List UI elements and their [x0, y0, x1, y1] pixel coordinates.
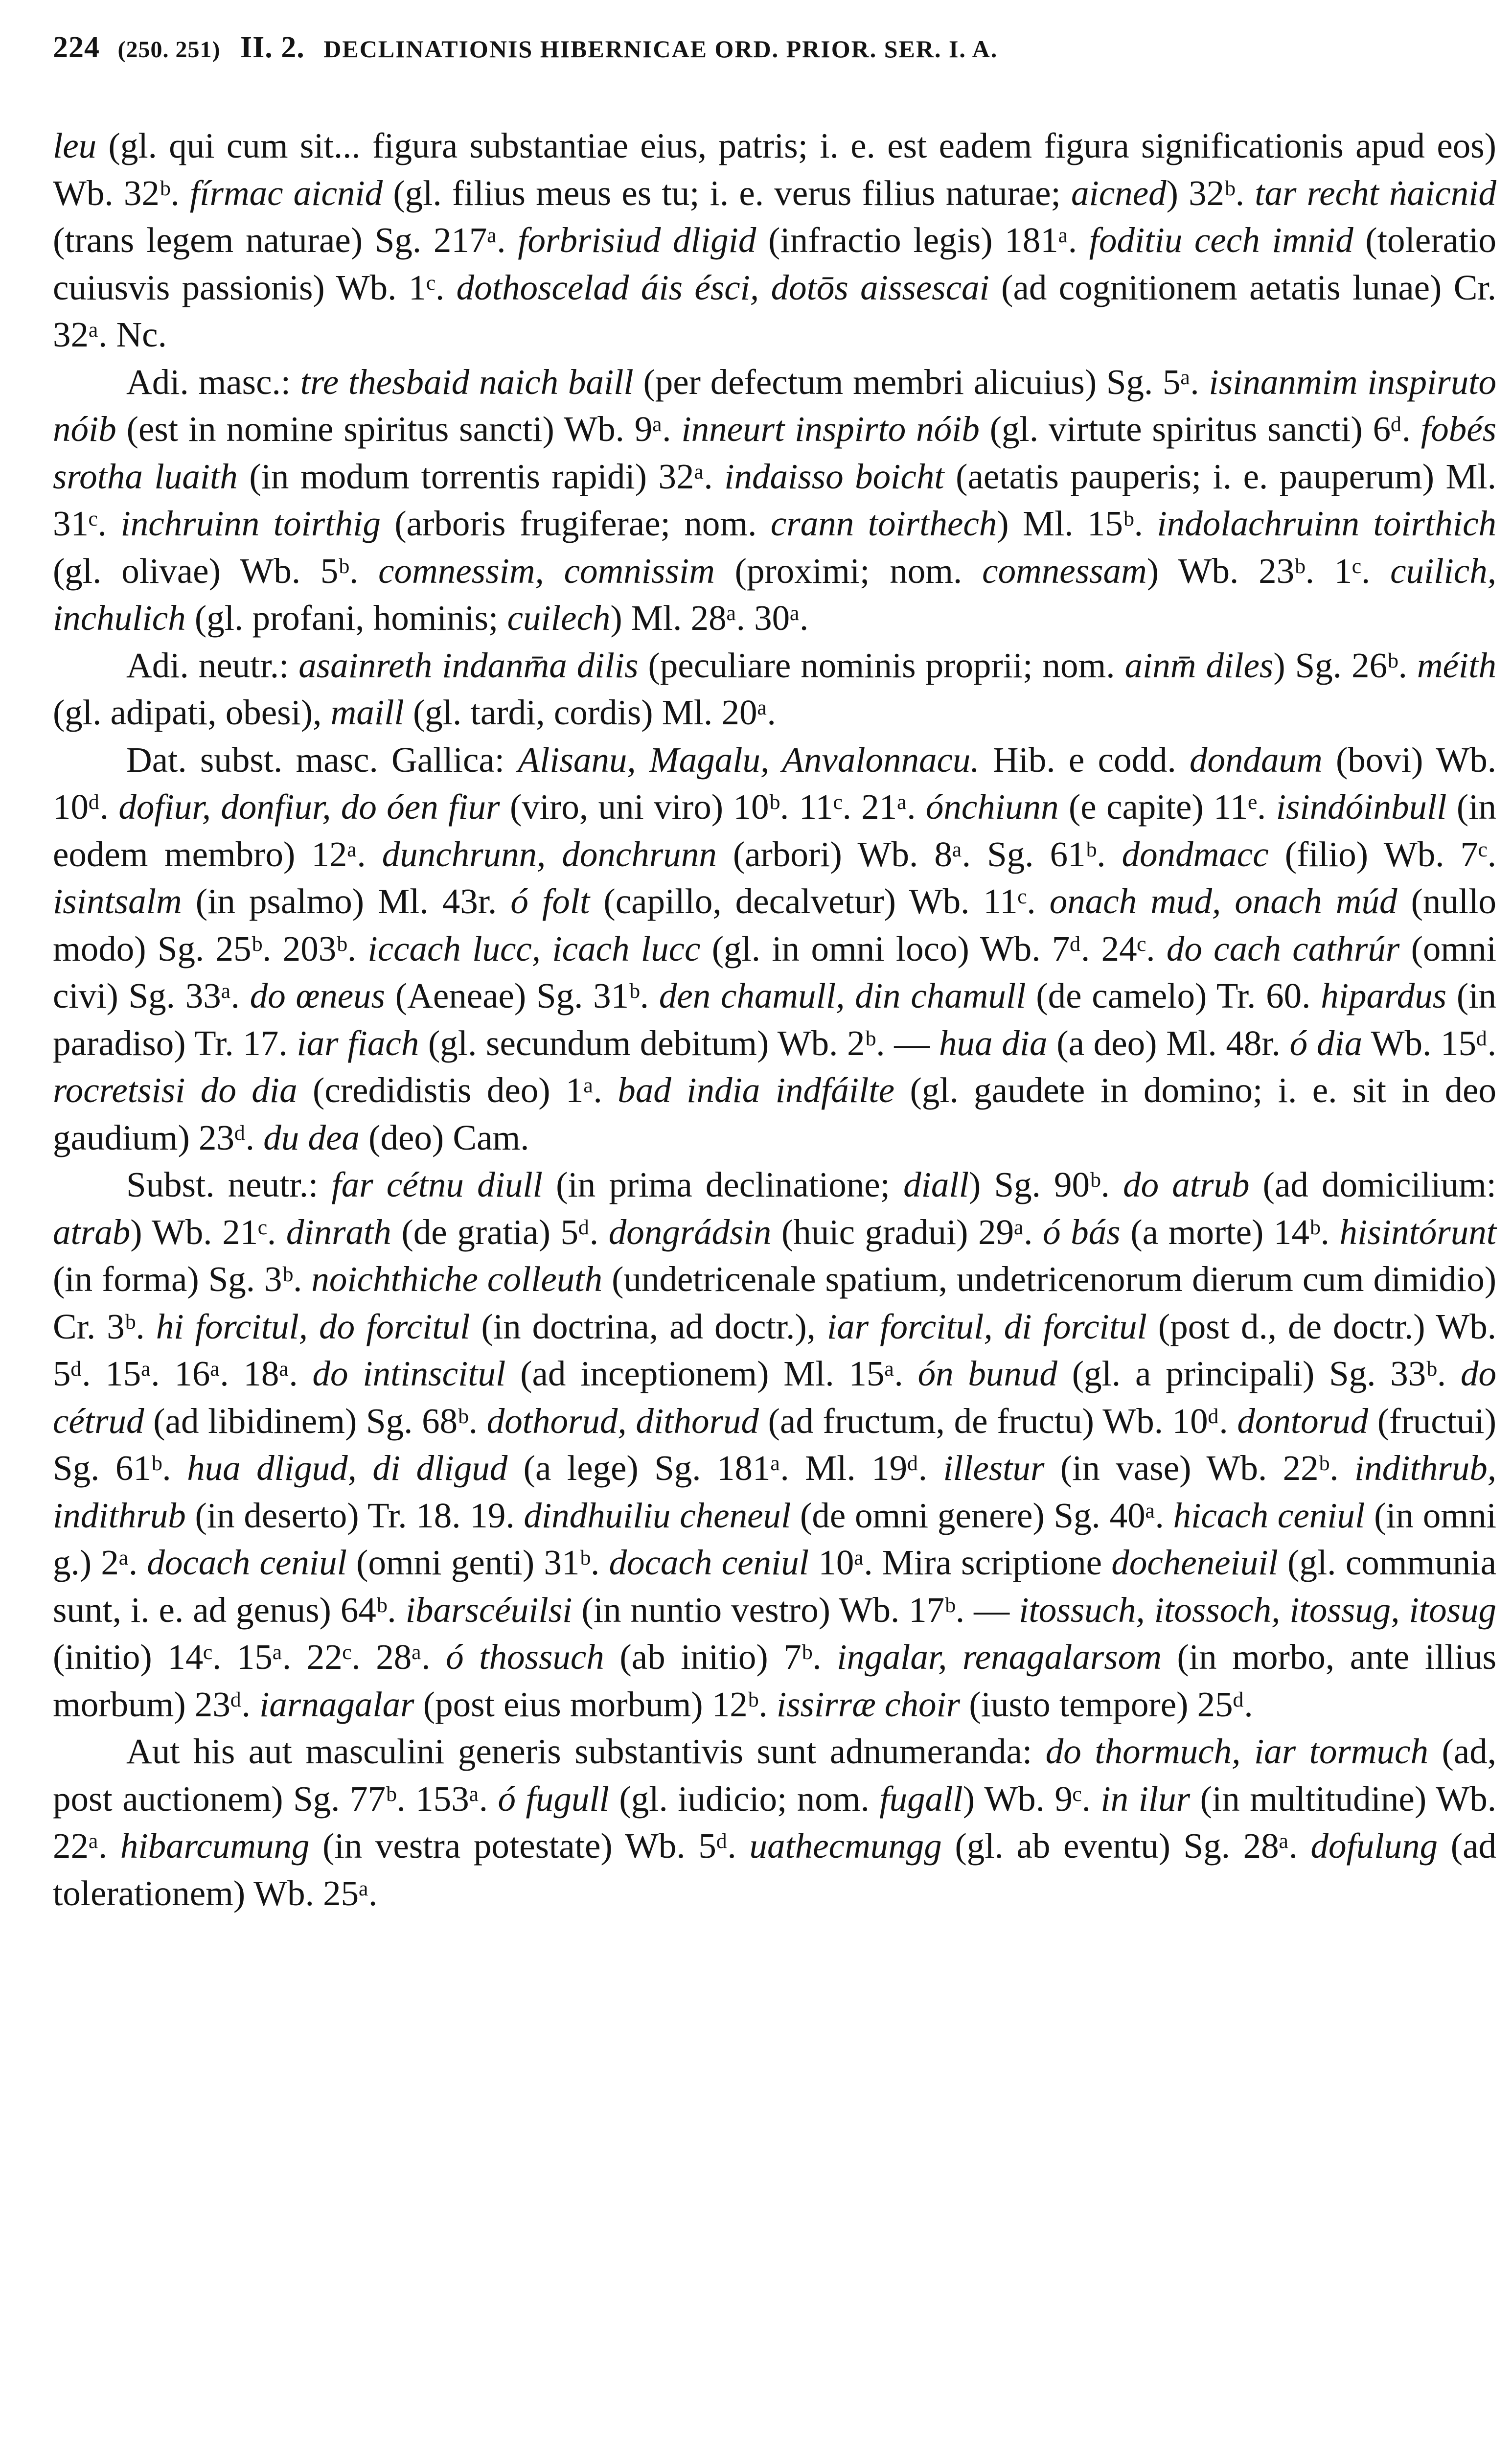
latin-text: (gl. communia sunt, i. e. ad genus) 64ᵇ.: [53, 1543, 1496, 1630]
irish-term: do cach cathrúr: [1166, 928, 1400, 969]
latin-text: (ad fructum, de fructu) Wb. 10ᵈ.: [758, 1401, 1237, 1441]
latin-text: (proximi; nom.: [714, 551, 983, 591]
latin-text: (in vestra potestate) Wb. 5ᵈ.: [309, 1826, 750, 1866]
irish-term: hipardus: [1321, 976, 1447, 1016]
latin-text: (initio) 14ᶜ. 15ᵃ. 22ᶜ. 28ᵃ.: [53, 1637, 446, 1677]
latin-text: (ad cognitionem aetatis lunae) Cr. 32ᵃ. Nc.: [53, 267, 1496, 354]
irish-term: isintsalm: [53, 881, 182, 921]
latin-text: (de omni genere) Sg. 40ᵃ.: [791, 1495, 1173, 1535]
latin-text: (aetatis pauperis; i. e. pauperum) Ml. 31ᶜ.: [53, 456, 1496, 543]
irish-term: dofiur, donfiur, do óen fiur: [118, 787, 500, 827]
latin-text: (deo) Cam.: [359, 1117, 529, 1157]
latin-text: (in forma) Sg. 3ᵇ.: [53, 1259, 312, 1299]
latin-text: (in omni g.) 2ᵃ.: [53, 1495, 1497, 1582]
latin-text: (bovi) Wb. 10ᵈ.: [53, 739, 1496, 827]
latin-text: (iusto tempore) 25ᵈ.: [960, 1684, 1253, 1724]
latin-text: (e capite) 11ᵉ.: [1058, 787, 1276, 827]
irish-term: hicach ceniul: [1173, 1495, 1365, 1535]
irish-term: dondaum: [1190, 739, 1323, 780]
section-reference: (250. 251): [117, 37, 221, 63]
irish-term: inchruinn toirthig: [120, 504, 381, 543]
irish-term: comnessim, comnissim: [378, 551, 715, 591]
latin-text: (in nuntio vestro) Wb. 17ᵇ. —: [572, 1590, 1019, 1630]
latin-text: Hib. e codd.: [979, 739, 1190, 780]
irish-term: indaisso boicht: [724, 456, 944, 496]
paragraph: [53, 359, 1496, 642]
latin-text: (trans legem naturae) Sg. 217ᵃ.: [53, 220, 518, 260]
latin-text: (in modum torrentis rapidi) 32ᵃ.: [237, 456, 725, 496]
latin-text: (ab initio) 7ᵇ.: [604, 1637, 837, 1677]
irish-term: maill: [330, 693, 404, 732]
latin-text: (credidistis deo) 1ᵃ.: [297, 1070, 618, 1110]
paragraph: [53, 737, 1496, 1162]
irish-term: leu: [53, 126, 97, 165]
latin-text: ) Wb. 23ᵇ. 1ᶜ.: [1146, 551, 1391, 591]
irish-term: isinanmim inspiruto nóib: [53, 362, 1496, 449]
paragraph: [53, 122, 1496, 359]
latin-text: Adi. masc.:: [126, 362, 300, 402]
irish-term: rocretsisi do dia: [53, 1070, 298, 1110]
irish-term: iar fiach: [297, 1023, 419, 1063]
latin-text: (gl. in omni loco) Wb. 7ᵈ. 24ᶜ.: [700, 928, 1167, 969]
irish-term: fírmac aicnid: [189, 173, 383, 213]
latin-text: (a morte) 14ᵇ.: [1120, 1212, 1340, 1252]
latin-text: (filio) Wb. 7ᶜ.: [1268, 834, 1496, 874]
latin-text: (gl. virtute spiritus sancti) 6ᵈ.: [979, 409, 1421, 449]
latin-text: (Aeneae) Sg. 31ᵇ.: [385, 976, 659, 1016]
latin-text: (in psalmo) Ml. 43r.: [182, 881, 511, 921]
latin-text: (peculiare nominis proprii; nom.: [638, 645, 1125, 685]
latin-text: (ad, post auctionem) Sg. 77ᵇ. 153ᵃ.: [53, 1731, 1497, 1819]
irish-term: dondmacc: [1122, 834, 1269, 874]
latin-text: (in prima declinatione;: [542, 1165, 904, 1204]
irish-term: do œneus: [250, 976, 386, 1016]
irish-term: comnessam: [982, 551, 1147, 591]
irish-term: hisintórunt: [1339, 1212, 1496, 1252]
body-text: [53, 122, 1496, 1917]
irish-term: Alisanu, Magalu, Anvalonnacu.: [518, 739, 980, 780]
running-header: [53, 30, 1472, 65]
irish-term: do intinscitul: [312, 1354, 506, 1393]
latin-text: ) 32ᵇ.: [1166, 173, 1255, 213]
latin-text: (a lege) Sg. 181ᵃ. Ml. 19ᵈ.: [507, 1448, 943, 1488]
irish-term: aicned: [1071, 173, 1167, 213]
latin-text: (gl. profani, hominis;: [185, 598, 507, 638]
latin-text: (fructui) Sg. 61ᵇ.: [53, 1401, 1497, 1488]
irish-term: méith: [1417, 645, 1496, 685]
irish-term: docheneiuil: [1111, 1543, 1278, 1582]
latin-text: (a deo) Ml. 48r.: [1047, 1023, 1290, 1063]
irish-term: dofulung: [1310, 1826, 1438, 1866]
latin-text: (de camelo) Tr. 60.: [1026, 976, 1321, 1016]
latin-text: (viro, uni viro) 10ᵇ. 11ᶜ. 21ᵃ.: [500, 787, 926, 827]
latin-text: ) Sg. 26ᵇ.: [1273, 645, 1417, 685]
latin-text: (gl. gaudete in domino; i. e. sit in deo gaudium) 23ᵈ.: [53, 1070, 1496, 1157]
running-title: DECLINATIONIS HIBERNICAE ORD. PRIOR. SER. I. A.: [323, 35, 998, 63]
irish-term: ónchiunn: [925, 787, 1059, 827]
irish-term: far cétnu diull: [331, 1165, 543, 1204]
irish-term: tar recht ṅaicnid: [1255, 173, 1497, 213]
irish-term: itossuch, itossoch, itossug, itosug: [1019, 1590, 1497, 1630]
irish-term: do thormuch, iar tormuch: [1045, 1731, 1428, 1771]
latin-text: (infractio legis) 181ᵃ.: [756, 220, 1089, 260]
irish-term: ó folt: [510, 881, 590, 921]
latin-text: Wb. 15ᵈ.: [1362, 1023, 1496, 1063]
latin-text: ) Ml. 15ᵇ.: [997, 504, 1157, 543]
latin-text: (post eius morbum) 12ᵇ.: [414, 1684, 777, 1724]
latin-text: (nullo modo) Sg. 25ᵇ. 203ᵇ.: [53, 881, 1496, 969]
irish-term: iarnagalar: [259, 1684, 414, 1724]
irish-term: dinrath: [286, 1212, 391, 1252]
latin-text: (in vase) Wb. 22ᵇ.: [1044, 1448, 1354, 1488]
latin-text: (ad libidinem) Sg. 68ᵇ.: [144, 1401, 487, 1441]
irish-term: indithrub, indithrub: [53, 1448, 1497, 1535]
irish-term: ingalar, renagalarsom: [837, 1637, 1162, 1677]
irish-term: iccach lucc, icach lucc: [367, 928, 701, 969]
latin-text: (gl. secundum debitum) Wb. 2ᵇ. —: [419, 1023, 939, 1063]
latin-text: (ad domicilium:: [1249, 1165, 1496, 1204]
irish-term: forbrisiud dligid: [518, 220, 756, 260]
latin-text: (in deserto) Tr. 18. 19.: [185, 1495, 524, 1535]
irish-term: noichthiche colleuth: [311, 1259, 603, 1299]
latin-text: (post d., de doctr.) Wb. 5ᵈ. 15ᵃ. 16ᵃ. 18ᵃ.: [53, 1306, 1496, 1393]
latin-text: (per defectum membri alicuius) Sg. 5ᵃ.: [633, 362, 1209, 402]
irish-term: foditiu cech imnid: [1089, 220, 1353, 260]
irish-term: tre thesbaid naich baill: [300, 362, 634, 402]
irish-term: hibarcumung: [120, 1826, 310, 1866]
irish-term: ón bunud: [917, 1354, 1057, 1393]
irish-term: onach mud, onach múd: [1049, 881, 1397, 921]
irish-term: indolachruinn toirthich: [1157, 504, 1496, 543]
irish-term: uathecmungg: [749, 1826, 942, 1866]
latin-text: Adi. neutr.:: [126, 645, 299, 685]
irish-term: hi forcitul, do forcitul: [156, 1306, 470, 1346]
irish-term: fugall: [879, 1778, 963, 1819]
latin-text: (de gratia) 5ᵈ.: [391, 1212, 609, 1252]
irish-term: ó bás: [1043, 1212, 1121, 1252]
irish-term: hua dligud, di dligud: [187, 1448, 508, 1488]
latin-text: (in morbo, ante illius morbum) 23ᵈ.: [53, 1637, 1496, 1724]
latin-text: (gl. qui cum sit... figura substantiae eius, patris; i. e. est eadem figura significationis apud eos) Wb. 32ᵇ.: [53, 126, 1496, 213]
irish-term: ó thossuch: [446, 1637, 604, 1677]
irish-term: cuilich, inchulich: [53, 551, 1496, 638]
irish-term: issirræ choir: [776, 1684, 961, 1724]
latin-text: (undetricenale spatium, undetricenorum dierum cum dimidio) Cr. 3ᵇ.: [53, 1259, 1497, 1346]
latin-text: (omni genti) 31ᵇ.: [346, 1543, 609, 1582]
latin-text: (gl. filius meus es tu; i. e. verus filius naturae;: [383, 173, 1072, 213]
irish-term: dindhuiliu cheneul: [524, 1495, 791, 1535]
irish-term: dontorud: [1237, 1401, 1369, 1441]
irish-term: iar forcitul, di forcitul: [826, 1306, 1147, 1346]
latin-text: (gl. adipati, obesi),: [53, 693, 331, 732]
irish-term: docach ceniul: [609, 1543, 809, 1582]
irish-term: du dea: [263, 1117, 360, 1157]
latin-text: Subst. neutr.:: [126, 1165, 332, 1204]
irish-term: do cétrud: [53, 1354, 1497, 1441]
latin-text: (gl. ab eventu) Sg. 28ᵃ.: [941, 1826, 1311, 1866]
irish-term: ainm̄ diles: [1124, 645, 1274, 685]
irish-term: cuilech: [507, 598, 611, 638]
irish-term: asainreth indanm̄a dilis: [298, 645, 639, 685]
irish-term: dothoscelad áis ésci, dotōs aissescai: [456, 267, 989, 307]
irish-term: ibarscéuilsi: [405, 1590, 573, 1630]
latin-text: (gl. iudicio; nom.: [609, 1778, 880, 1819]
paragraph: [53, 1161, 1496, 1728]
latin-text: ) Ml. 28ᵃ. 30ᵃ.: [610, 598, 809, 638]
latin-text: (ad tolerationem) Wb. 25ᵃ.: [53, 1826, 1496, 1913]
latin-text: (arboris frugiferae; nom.: [380, 504, 771, 543]
irish-term: do atrub: [1123, 1165, 1250, 1204]
irish-term: in ilur: [1100, 1778, 1191, 1819]
latin-text: ) Sg. 90ᵇ.: [968, 1165, 1123, 1204]
irish-term: dothorud, dithorud: [486, 1401, 759, 1441]
irish-term: illestur: [943, 1448, 1045, 1488]
irish-term: docach ceniul: [147, 1543, 347, 1582]
latin-text: Dat. subst. masc. Gallica:: [126, 739, 518, 780]
latin-text: ) Wb. 21ᶜ.: [130, 1212, 286, 1252]
irish-term: diall: [903, 1165, 969, 1204]
latin-text: (gl. olivae) Wb. 5ᵇ.: [53, 551, 379, 591]
latin-text: (huic gradui) 29ᵃ.: [771, 1212, 1043, 1252]
page-number: 224: [53, 31, 100, 64]
paragraph: [53, 1728, 1496, 1917]
irish-term: ó fugull: [498, 1778, 609, 1819]
latin-text: Aut his aut masculini generis substantivis sunt adnumeranda:: [126, 1731, 1046, 1771]
irish-term: dongrádsin: [608, 1212, 772, 1252]
latin-text: (in eodem membro) 12ᵃ.: [53, 787, 1497, 874]
section-number: II. 2.: [240, 31, 305, 64]
irish-term: dunchrunn, donchrunn: [382, 834, 717, 874]
irish-term: atrab: [53, 1212, 131, 1252]
irish-term: inneurt inspirto nóib: [681, 409, 980, 449]
irish-term: den chamull, din chamull: [659, 976, 1026, 1016]
latin-text: (capillo, decalvetur) Wb. 11ᶜ.: [590, 881, 1050, 921]
latin-text: (gl. a principali) Sg. 33ᵇ.: [1057, 1354, 1461, 1393]
irish-term: ó dia: [1289, 1023, 1363, 1063]
irish-term: isindóinbull: [1276, 787, 1447, 827]
latin-text: (ad inceptionem) Ml. 15ᵃ.: [505, 1354, 918, 1393]
latin-text: (gl. tardi, cordis) Ml. 20ᵃ.: [404, 693, 776, 732]
latin-text: (omni civi) Sg. 33ᵃ.: [53, 928, 1496, 1016]
irish-term: bad india indfáilte: [618, 1070, 895, 1110]
paragraph: [53, 642, 1496, 737]
irish-term: hua dia: [939, 1023, 1048, 1063]
latin-text: (est in nomine spiritus sancti) Wb. 9ᵃ.: [116, 409, 682, 449]
latin-text: (in paradiso) Tr. 17.: [53, 976, 1497, 1063]
latin-text: (arbori) Wb. 8ᵃ. Sg. 61ᵇ.: [716, 834, 1122, 874]
latin-text: (in doctrina, ad doctr.),: [470, 1306, 827, 1346]
irish-term: crann toirthech: [770, 504, 997, 543]
latin-text: ) Wb. 9ᶜ.: [962, 1778, 1101, 1819]
irish-term: fobés srotha luaith: [53, 409, 1496, 496]
latin-text: 10ᵃ. Mira scriptione: [809, 1543, 1112, 1582]
latin-text: (in multitudine) Wb. 22ᵃ.: [53, 1778, 1496, 1866]
latin-text: (toleratio cuiusvis passionis) Wb. 1ᶜ.: [53, 220, 1496, 307]
